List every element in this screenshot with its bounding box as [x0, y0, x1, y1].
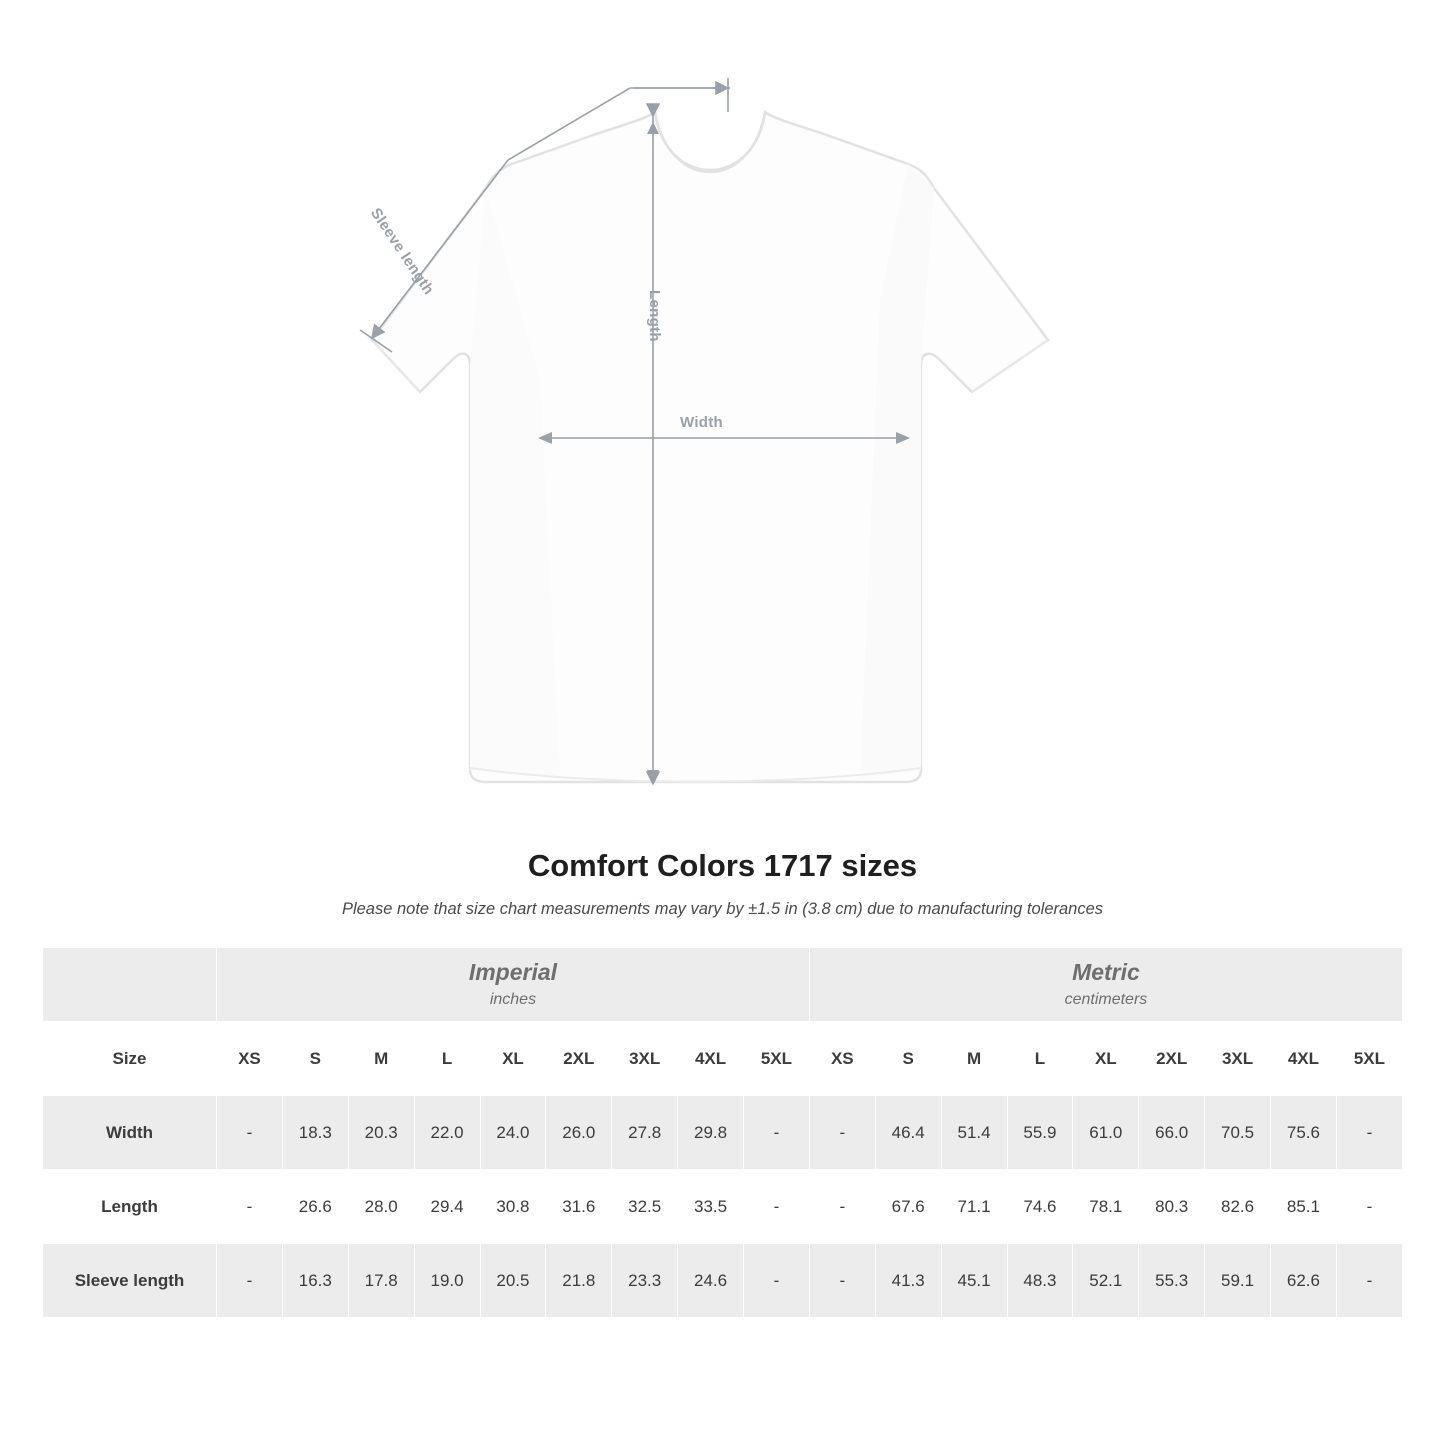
cell-length-imperial-3xl: 32.5: [612, 1170, 678, 1244]
cell-length-metric-3xl: 82.6: [1205, 1170, 1271, 1244]
sleeve-length-label: Sleeve length: [366, 205, 438, 298]
cell-sleeve-length-imperial-2xl: 21.8: [546, 1244, 612, 1318]
cell-sleeve-length-metric-l: 48.3: [1007, 1244, 1073, 1318]
size-header-3xl: 3XL: [1205, 1022, 1271, 1096]
cell-length-metric-4xl: 85.1: [1271, 1170, 1337, 1244]
cell-sleeve-length-imperial-5xl: -: [744, 1244, 810, 1318]
size-header-l: L: [1007, 1022, 1073, 1096]
row-label: Length: [43, 1170, 217, 1244]
cell-width-metric-5xl: -: [1336, 1096, 1402, 1170]
unit-header-metric: [809, 948, 1402, 1022]
cell-width-imperial-m: 20.3: [348, 1096, 414, 1170]
table-row: [43, 1170, 1403, 1244]
cell-width-metric-l: 55.9: [1007, 1096, 1073, 1170]
title-block: [0, 848, 1445, 919]
cell-width-imperial-5xl: -: [744, 1096, 810, 1170]
cell-length-metric-l: 74.6: [1007, 1170, 1073, 1244]
cell-length-imperial-5xl: -: [744, 1170, 810, 1244]
cell-width-imperial-s: 18.3: [282, 1096, 348, 1170]
cell-width-metric-3xl: 70.5: [1205, 1096, 1271, 1170]
cell-sleeve-length-metric-2xl: 55.3: [1139, 1244, 1205, 1318]
unit-name: Imperial: [468, 958, 558, 985]
cell-width-imperial-xs: -: [217, 1096, 283, 1170]
table-row: [43, 1096, 1403, 1170]
cell-length-metric-m: 71.1: [941, 1170, 1007, 1244]
cell-length-imperial-xl: 30.8: [480, 1170, 546, 1244]
cell-length-imperial-xs: -: [217, 1170, 283, 1244]
cell-sleeve-length-metric-3xl: 59.1: [1205, 1244, 1271, 1318]
size-header-2xl: 2XL: [1139, 1022, 1205, 1096]
cell-width-metric-xs: -: [809, 1096, 875, 1170]
cell-width-metric-xl: 61.0: [1073, 1096, 1139, 1170]
unit-header-spacer: [43, 948, 217, 1022]
unit-sub: inches: [489, 991, 537, 1009]
size-table-wrap: [0, 947, 1445, 1318]
cell-width-imperial-2xl: 26.0: [546, 1096, 612, 1170]
cell-sleeve-length-imperial-l: 19.0: [414, 1244, 480, 1318]
cell-sleeve-length-imperial-xl: 20.5: [480, 1244, 546, 1318]
size-header-4xl: 4XL: [1271, 1022, 1337, 1096]
row-label: Width: [43, 1096, 217, 1170]
size-header-row: [43, 1022, 1403, 1096]
size-header-xs: XS: [809, 1022, 875, 1096]
unit-header-imperial: [217, 948, 810, 1022]
cell-width-metric-2xl: 66.0: [1139, 1096, 1205, 1170]
cell-length-imperial-4xl: 33.5: [678, 1170, 744, 1244]
size-header-label: Size: [43, 1022, 217, 1096]
cell-width-metric-m: 51.4: [941, 1096, 1007, 1170]
page-title: Comfort Colors 1717 sizes: [527, 848, 918, 883]
size-header-xl: XL: [480, 1022, 546, 1096]
size-table: [42, 947, 1403, 1318]
size-header-3xl: 3XL: [612, 1022, 678, 1096]
cell-sleeve-length-imperial-m: 17.8: [348, 1244, 414, 1318]
cell-sleeve-length-metric-m: 45.1: [941, 1244, 1007, 1318]
size-header-m: M: [941, 1022, 1007, 1096]
cell-sleeve-length-metric-xl: 52.1: [1073, 1244, 1139, 1318]
size-header-xs: XS: [217, 1022, 283, 1096]
cell-length-imperial-2xl: 31.6: [546, 1170, 612, 1244]
unit-sub: centimeters: [1064, 991, 1148, 1009]
cell-length-metric-xl: 78.1: [1073, 1170, 1139, 1244]
cell-sleeve-length-metric-xs: -: [809, 1244, 875, 1318]
row-label: Sleeve length: [43, 1244, 217, 1318]
cell-length-metric-xs: -: [809, 1170, 875, 1244]
size-header-s: S: [875, 1022, 941, 1096]
cell-sleeve-length-imperial-xs: -: [217, 1244, 283, 1318]
cell-width-imperial-4xl: 29.8: [678, 1096, 744, 1170]
size-header-s: S: [282, 1022, 348, 1096]
cell-sleeve-length-metric-s: 41.3: [875, 1244, 941, 1318]
cell-length-metric-s: 67.6: [875, 1170, 941, 1244]
size-header-2xl: 2XL: [546, 1022, 612, 1096]
size-header-5xl: 5XL: [1336, 1022, 1402, 1096]
cell-width-metric-s: 46.4: [875, 1096, 941, 1170]
cell-length-imperial-l: 29.4: [414, 1170, 480, 1244]
cell-width-imperial-3xl: 27.8: [612, 1096, 678, 1170]
tolerance-note: Please note that size chart measurements may vary by ±1.5 in (3.8 cm) due to manufacturing tolerances: [341, 900, 1104, 918]
table-row: [43, 1244, 1403, 1318]
cell-sleeve-length-metric-5xl: -: [1336, 1244, 1402, 1318]
size-header-l: L: [414, 1022, 480, 1096]
unit-header-row: [43, 948, 1403, 1022]
cell-length-imperial-m: 28.0: [348, 1170, 414, 1244]
unit-name: Metric: [1072, 958, 1140, 985]
cell-width-imperial-l: 22.0: [414, 1096, 480, 1170]
cell-width-imperial-xl: 24.0: [480, 1096, 546, 1170]
cell-sleeve-length-imperial-s: 16.3: [282, 1244, 348, 1318]
length-label: Length: [646, 290, 663, 342]
cell-width-metric-4xl: 75.6: [1271, 1096, 1337, 1170]
cell-sleeve-length-metric-4xl: 62.6: [1271, 1244, 1337, 1318]
size-header-5xl: 5XL: [744, 1022, 810, 1096]
cell-length-metric-2xl: 80.3: [1139, 1170, 1205, 1244]
cell-length-metric-5xl: -: [1336, 1170, 1402, 1244]
size-header-xl: XL: [1073, 1022, 1139, 1096]
size-header-m: M: [348, 1022, 414, 1096]
cell-sleeve-length-imperial-4xl: 24.6: [678, 1244, 744, 1318]
width-label: Width: [680, 414, 724, 431]
size-header-4xl: 4XL: [678, 1022, 744, 1096]
cell-length-imperial-s: 26.6: [282, 1170, 348, 1244]
cell-sleeve-length-imperial-3xl: 23.3: [612, 1244, 678, 1318]
